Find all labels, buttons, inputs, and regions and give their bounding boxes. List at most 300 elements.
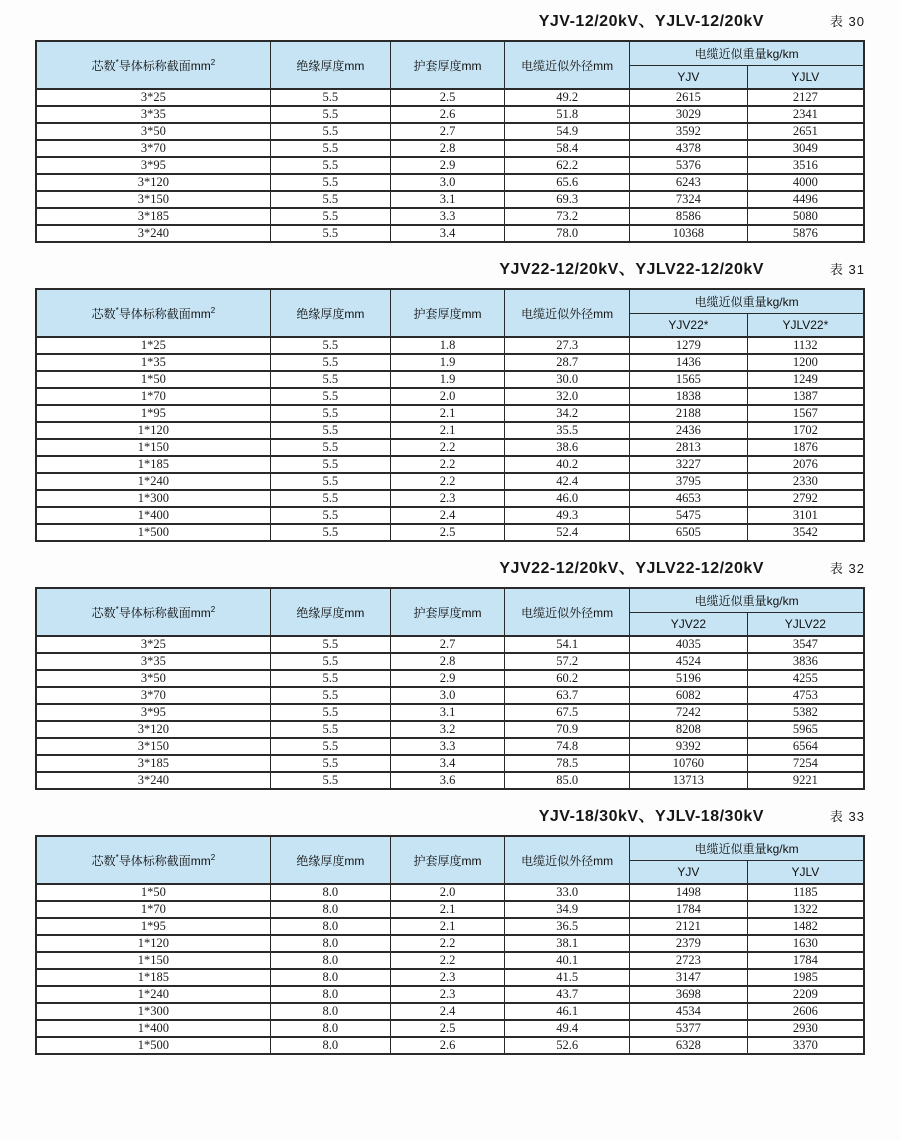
table-cell: 1*300 bbox=[36, 1003, 270, 1020]
table-cell: 9221 bbox=[747, 772, 864, 789]
table-cell: 85.0 bbox=[505, 772, 630, 789]
table-cell: 65.6 bbox=[505, 174, 630, 191]
table-cell: 1*120 bbox=[36, 422, 270, 439]
table-cell: 78.5 bbox=[505, 755, 630, 772]
table-cell: 1*35 bbox=[36, 354, 270, 371]
table-cell: 2188 bbox=[630, 405, 748, 422]
table-cell: 2.9 bbox=[390, 157, 504, 174]
table-cell: 2792 bbox=[747, 490, 864, 507]
table-cell: 2209 bbox=[747, 986, 864, 1003]
table-cell: 1*50 bbox=[36, 371, 270, 388]
table-row bbox=[36, 969, 864, 986]
table-row bbox=[36, 439, 864, 456]
superscript-star: * bbox=[115, 57, 119, 67]
table-heading bbox=[35, 8, 865, 30]
col-header-sheath: 护套厚度mm bbox=[390, 836, 504, 884]
cable-spec-table bbox=[35, 835, 865, 1055]
table-cell: 38.6 bbox=[505, 439, 630, 456]
table-cell: 8.0 bbox=[270, 952, 390, 969]
table-cell: 1*150 bbox=[36, 439, 270, 456]
table-cell: 3.0 bbox=[390, 687, 504, 704]
table-cell: 5.5 bbox=[270, 687, 390, 704]
superscript-star: * bbox=[115, 604, 119, 614]
col-subheader-yjv: YJV bbox=[630, 65, 748, 89]
table-row bbox=[36, 704, 864, 721]
table-row bbox=[36, 140, 864, 157]
table-cell: 49.2 bbox=[505, 89, 630, 106]
table-cell: 2.9 bbox=[390, 670, 504, 687]
table-body bbox=[36, 636, 864, 789]
table-cell: 3836 bbox=[747, 653, 864, 670]
col-header-text: 导体标称截面mm bbox=[118, 58, 211, 73]
table-cell: 5965 bbox=[747, 721, 864, 738]
table-body bbox=[36, 884, 864, 1054]
table-cell: 40.1 bbox=[505, 952, 630, 969]
table-title: YJV22-12/20kV、YJLV22-12/20kV bbox=[499, 261, 764, 278]
table-cell: 1876 bbox=[747, 439, 864, 456]
table-cell: 52.6 bbox=[505, 1037, 630, 1054]
table-cell: 1784 bbox=[630, 901, 748, 918]
table-cell: 2606 bbox=[747, 1003, 864, 1020]
table-cell: 1185 bbox=[747, 884, 864, 901]
table-cell: 1.9 bbox=[390, 354, 504, 371]
table-cell: 58.4 bbox=[505, 140, 630, 157]
table-cell: 5.5 bbox=[270, 473, 390, 490]
col-header-diameter: 电缆近似外径mm bbox=[505, 836, 630, 884]
table-cell: 5.5 bbox=[270, 208, 390, 225]
table-cell: 7254 bbox=[747, 755, 864, 772]
table-cell: 3*35 bbox=[36, 106, 270, 123]
table-cell: 2.8 bbox=[390, 653, 504, 670]
table-cell: 2127 bbox=[747, 89, 864, 106]
table-cell: 2330 bbox=[747, 473, 864, 490]
table-cell: 2.7 bbox=[390, 123, 504, 140]
col-header-text: 芯数 bbox=[91, 58, 116, 73]
table-cell: 1*50 bbox=[36, 884, 270, 901]
table-row bbox=[36, 371, 864, 388]
table-cell: 2341 bbox=[747, 106, 864, 123]
table-cell: 2.5 bbox=[390, 524, 504, 541]
table-cell: 4653 bbox=[630, 490, 748, 507]
table-cell: 10760 bbox=[630, 755, 748, 772]
table-cell: 2.3 bbox=[390, 986, 504, 1003]
cable-spec-table bbox=[35, 288, 865, 542]
table-cell: 1*150 bbox=[36, 952, 270, 969]
table-cell: 3147 bbox=[630, 969, 748, 986]
table-cell: 60.2 bbox=[505, 670, 630, 687]
table-cell: 7324 bbox=[630, 191, 748, 208]
table-heading bbox=[35, 803, 865, 825]
table-cell: 1*70 bbox=[36, 901, 270, 918]
table-cell: 5876 bbox=[747, 225, 864, 242]
table-cell: 1567 bbox=[747, 405, 864, 422]
table-row bbox=[36, 473, 864, 490]
table-row bbox=[36, 354, 864, 371]
table-cell: 8586 bbox=[630, 208, 748, 225]
table-cell: 3*150 bbox=[36, 191, 270, 208]
table-title: YJV-18/30kV、YJLV-18/30kV bbox=[538, 808, 764, 825]
table-cell: 1702 bbox=[747, 422, 864, 439]
table-cell: 3.2 bbox=[390, 721, 504, 738]
table-cell: 2.4 bbox=[390, 1003, 504, 1020]
table-cell: 35.5 bbox=[505, 422, 630, 439]
table-cell: 3.4 bbox=[390, 755, 504, 772]
table-cell: 34.2 bbox=[505, 405, 630, 422]
table-cell: 2651 bbox=[747, 123, 864, 140]
table-row bbox=[36, 721, 864, 738]
table-cell: 5.5 bbox=[270, 507, 390, 524]
col-header-insulation: 绝缘厚度mm bbox=[270, 41, 390, 89]
table-cell: 2.2 bbox=[390, 439, 504, 456]
table-cell: 40.2 bbox=[505, 456, 630, 473]
table-cell: 3*185 bbox=[36, 755, 270, 772]
col-header-core-section bbox=[36, 836, 270, 884]
table-cell: 5.5 bbox=[270, 704, 390, 721]
table-cell: 2.2 bbox=[390, 952, 504, 969]
table-row bbox=[36, 952, 864, 969]
table-cell: 4534 bbox=[630, 1003, 748, 1020]
table-cell: 3698 bbox=[630, 986, 748, 1003]
table-cell: 8.0 bbox=[270, 1003, 390, 1020]
table-row bbox=[36, 1037, 864, 1054]
table-cell: 5.5 bbox=[270, 721, 390, 738]
table-cell: 10368 bbox=[630, 225, 748, 242]
table-cell: 5196 bbox=[630, 670, 748, 687]
table-cell: 1985 bbox=[747, 969, 864, 986]
table-cell: 8.0 bbox=[270, 969, 390, 986]
table-cell: 2.1 bbox=[390, 422, 504, 439]
table-cell: 2121 bbox=[630, 918, 748, 935]
col-header-weight: 电缆近似重量kg/km bbox=[630, 836, 864, 860]
table-cell: 2.2 bbox=[390, 456, 504, 473]
table-cell: 5.5 bbox=[270, 490, 390, 507]
table-cell: 3542 bbox=[747, 524, 864, 541]
table-cell: 74.8 bbox=[505, 738, 630, 755]
table-row bbox=[36, 884, 864, 901]
table-section-33 bbox=[35, 803, 865, 1055]
col-header-sheath: 护套厚度mm bbox=[390, 289, 504, 337]
table-cell: 1*185 bbox=[36, 969, 270, 986]
table-row bbox=[36, 755, 864, 772]
col-header-insulation: 绝缘厚度mm bbox=[270, 588, 390, 636]
table-cell: 4496 bbox=[747, 191, 864, 208]
table-cell: 3049 bbox=[747, 140, 864, 157]
table-cell: 1*120 bbox=[36, 935, 270, 952]
table-cell: 6082 bbox=[630, 687, 748, 704]
table-cell: 6328 bbox=[630, 1037, 748, 1054]
table-cell: 3*70 bbox=[36, 687, 270, 704]
table-cell: 3029 bbox=[630, 106, 748, 123]
table-cell: 5.5 bbox=[270, 670, 390, 687]
table-cell: 5.5 bbox=[270, 174, 390, 191]
table-cell: 3547 bbox=[747, 636, 864, 653]
table-cell: 5.5 bbox=[270, 755, 390, 772]
table-cell: 34.9 bbox=[505, 901, 630, 918]
table-number: 表 32 bbox=[829, 561, 865, 576]
table-cell: 1*500 bbox=[36, 524, 270, 541]
table-cell: 8208 bbox=[630, 721, 748, 738]
table-cell: 5377 bbox=[630, 1020, 748, 1037]
table-header bbox=[36, 588, 864, 636]
table-cell: 3*70 bbox=[36, 140, 270, 157]
table-cell: 67.5 bbox=[505, 704, 630, 721]
table-cell: 3.1 bbox=[390, 704, 504, 721]
table-cell: 2.4 bbox=[390, 507, 504, 524]
table-row bbox=[36, 337, 864, 354]
table-cell: 2.5 bbox=[390, 1020, 504, 1037]
table-cell: 5475 bbox=[630, 507, 748, 524]
table-title: YJV-12/20kV、YJLV-12/20kV bbox=[538, 13, 764, 30]
table-cell: 30.0 bbox=[505, 371, 630, 388]
table-body bbox=[36, 89, 864, 242]
table-number: 表 31 bbox=[829, 262, 865, 277]
col-subheader-yjv: YJV bbox=[630, 860, 748, 884]
col-header-weight: 电缆近似重量kg/km bbox=[630, 41, 864, 65]
table-cell: 46.0 bbox=[505, 490, 630, 507]
col-subheader-yjlv: YJLV bbox=[747, 65, 864, 89]
table-cell: 3370 bbox=[747, 1037, 864, 1054]
table-cell: 5.5 bbox=[270, 354, 390, 371]
table-cell: 6505 bbox=[630, 524, 748, 541]
table-cell: 3*95 bbox=[36, 157, 270, 174]
col-header-core-section bbox=[36, 588, 270, 636]
table-heading bbox=[35, 256, 865, 278]
table-cell: 8.0 bbox=[270, 1037, 390, 1054]
table-cell: 3592 bbox=[630, 123, 748, 140]
table-cell: 1.8 bbox=[390, 337, 504, 354]
table-cell: 3.3 bbox=[390, 738, 504, 755]
table-row bbox=[36, 772, 864, 789]
table-cell: 8.0 bbox=[270, 918, 390, 935]
table-cell: 2.6 bbox=[390, 1037, 504, 1054]
superscript-star: * bbox=[115, 852, 119, 862]
table-cell: 6564 bbox=[747, 738, 864, 755]
table-cell: 2.8 bbox=[390, 140, 504, 157]
table-cell: 5.5 bbox=[270, 388, 390, 405]
superscript-2: 2 bbox=[210, 604, 216, 614]
table-cell: 1*240 bbox=[36, 473, 270, 490]
table-cell: 4753 bbox=[747, 687, 864, 704]
superscript-2: 2 bbox=[210, 852, 216, 862]
table-cell: 6243 bbox=[630, 174, 748, 191]
table-cell: 1132 bbox=[747, 337, 864, 354]
table-cell: 8.0 bbox=[270, 1020, 390, 1037]
table-cell: 3*95 bbox=[36, 704, 270, 721]
table-row bbox=[36, 1003, 864, 1020]
col-header-text: 芯数 bbox=[91, 605, 116, 620]
table-cell: 3.6 bbox=[390, 772, 504, 789]
table-cell: 69.3 bbox=[505, 191, 630, 208]
table-cell: 2723 bbox=[630, 952, 748, 969]
table-cell: 1784 bbox=[747, 952, 864, 969]
table-cell: 1498 bbox=[630, 884, 748, 901]
table-cell: 52.4 bbox=[505, 524, 630, 541]
table-cell: 73.2 bbox=[505, 208, 630, 225]
table-row bbox=[36, 405, 864, 422]
table-cell: 3*120 bbox=[36, 174, 270, 191]
table-cell: 1838 bbox=[630, 388, 748, 405]
table-row bbox=[36, 901, 864, 918]
table-number: 表 33 bbox=[829, 809, 865, 824]
table-row bbox=[36, 670, 864, 687]
col-header-sheath: 护套厚度mm bbox=[390, 41, 504, 89]
superscript-star: * bbox=[115, 305, 119, 315]
col-header-core-section bbox=[36, 289, 270, 337]
table-cell: 2.2 bbox=[390, 935, 504, 952]
table-cell: 3*240 bbox=[36, 225, 270, 242]
table-cell: 2.6 bbox=[390, 106, 504, 123]
table-cell: 1*240 bbox=[36, 986, 270, 1003]
table-cell: 42.4 bbox=[505, 473, 630, 490]
col-subheader-yjv: YJV22* bbox=[630, 313, 748, 337]
table-cell: 54.1 bbox=[505, 636, 630, 653]
cable-spec-table bbox=[35, 40, 865, 243]
table-cell: 3*50 bbox=[36, 123, 270, 140]
cable-spec-table bbox=[35, 587, 865, 790]
table-row bbox=[36, 208, 864, 225]
table-row bbox=[36, 225, 864, 242]
col-header-core-section bbox=[36, 41, 270, 89]
table-cell: 4524 bbox=[630, 653, 748, 670]
table-cell: 5.5 bbox=[270, 337, 390, 354]
table-cell: 38.1 bbox=[505, 935, 630, 952]
table-cell: 2.1 bbox=[390, 405, 504, 422]
table-cell: 27.3 bbox=[505, 337, 630, 354]
table-cell: 5.5 bbox=[270, 140, 390, 157]
superscript-2: 2 bbox=[210, 305, 216, 315]
table-cell: 3*120 bbox=[36, 721, 270, 738]
col-header-weight: 电缆近似重量kg/km bbox=[630, 289, 864, 313]
table-cell: 3*150 bbox=[36, 738, 270, 755]
table-cell: 2379 bbox=[630, 935, 748, 952]
table-cell: 1*70 bbox=[36, 388, 270, 405]
col-header-diameter: 电缆近似外径mm bbox=[505, 588, 630, 636]
table-cell: 2076 bbox=[747, 456, 864, 473]
table-cell: 3.1 bbox=[390, 191, 504, 208]
table-cell: 3*240 bbox=[36, 772, 270, 789]
table-row bbox=[36, 636, 864, 653]
table-cell: 4000 bbox=[747, 174, 864, 191]
table-cell: 5.5 bbox=[270, 123, 390, 140]
table-cell: 2.1 bbox=[390, 901, 504, 918]
table-cell: 5.5 bbox=[270, 653, 390, 670]
table-cell: 5.5 bbox=[270, 636, 390, 653]
table-cell: 5376 bbox=[630, 157, 748, 174]
table-cell: 3.0 bbox=[390, 174, 504, 191]
table-row bbox=[36, 157, 864, 174]
table-cell: 1*185 bbox=[36, 456, 270, 473]
table-header bbox=[36, 41, 864, 89]
table-cell: 2615 bbox=[630, 89, 748, 106]
table-cell: 8.0 bbox=[270, 935, 390, 952]
table-cell: 5.5 bbox=[270, 422, 390, 439]
col-subheader-yjlv: YJLV bbox=[747, 860, 864, 884]
col-header-diameter: 电缆近似外径mm bbox=[505, 41, 630, 89]
table-cell: 3795 bbox=[630, 473, 748, 490]
table-section-30 bbox=[35, 8, 865, 243]
table-cell: 1482 bbox=[747, 918, 864, 935]
table-cell: 5.5 bbox=[270, 524, 390, 541]
table-row bbox=[36, 935, 864, 952]
table-cell: 3*50 bbox=[36, 670, 270, 687]
table-cell: 1*400 bbox=[36, 1020, 270, 1037]
table-cell: 5.5 bbox=[270, 405, 390, 422]
table-cell: 4378 bbox=[630, 140, 748, 157]
table-cell: 8.0 bbox=[270, 986, 390, 1003]
table-cell: 1.9 bbox=[390, 371, 504, 388]
table-cell: 5.5 bbox=[270, 225, 390, 242]
superscript-2: 2 bbox=[210, 57, 216, 67]
table-cell: 3*25 bbox=[36, 89, 270, 106]
table-cell: 5.5 bbox=[270, 106, 390, 123]
table-cell: 1*400 bbox=[36, 507, 270, 524]
table-cell: 8.0 bbox=[270, 901, 390, 918]
table-cell: 43.7 bbox=[505, 986, 630, 1003]
table-cell: 4255 bbox=[747, 670, 864, 687]
table-heading bbox=[35, 555, 865, 577]
table-cell: 1387 bbox=[747, 388, 864, 405]
table-cell: 5382 bbox=[747, 704, 864, 721]
table-cell: 1436 bbox=[630, 354, 748, 371]
table-cell: 33.0 bbox=[505, 884, 630, 901]
table-cell: 5.5 bbox=[270, 371, 390, 388]
table-row bbox=[36, 422, 864, 439]
table-cell: 51.8 bbox=[505, 106, 630, 123]
col-header-text: 导体标称截面mm bbox=[118, 605, 211, 620]
table-cell: 1200 bbox=[747, 354, 864, 371]
table-cell: 2.3 bbox=[390, 490, 504, 507]
table-cell: 9392 bbox=[630, 738, 748, 755]
table-row bbox=[36, 174, 864, 191]
table-cell: 54.9 bbox=[505, 123, 630, 140]
table-cell: 1565 bbox=[630, 371, 748, 388]
table-cell: 3*25 bbox=[36, 636, 270, 653]
table-cell: 3.4 bbox=[390, 225, 504, 242]
table-cell: 3*35 bbox=[36, 653, 270, 670]
table-cell: 1*95 bbox=[36, 405, 270, 422]
table-cell: 2.5 bbox=[390, 89, 504, 106]
table-cell: 57.2 bbox=[505, 653, 630, 670]
table-cell: 49.4 bbox=[505, 1020, 630, 1037]
col-header-text: 芯数 bbox=[91, 853, 116, 868]
table-header bbox=[36, 289, 864, 337]
table-row bbox=[36, 653, 864, 670]
table-cell: 1*95 bbox=[36, 918, 270, 935]
table-cell: 1630 bbox=[747, 935, 864, 952]
table-cell: 46.1 bbox=[505, 1003, 630, 1020]
table-cell: 1*500 bbox=[36, 1037, 270, 1054]
table-row bbox=[36, 986, 864, 1003]
table-row bbox=[36, 918, 864, 935]
table-cell: 4035 bbox=[630, 636, 748, 653]
col-subheader-yjlv: YJLV22* bbox=[747, 313, 864, 337]
table-cell: 1*25 bbox=[36, 337, 270, 354]
table-cell: 5.5 bbox=[270, 439, 390, 456]
table-cell: 36.5 bbox=[505, 918, 630, 935]
table-section-31 bbox=[35, 256, 865, 542]
table-cell: 2930 bbox=[747, 1020, 864, 1037]
table-cell: 13713 bbox=[630, 772, 748, 789]
table-cell: 7242 bbox=[630, 704, 748, 721]
table-row bbox=[36, 456, 864, 473]
table-cell: 3*185 bbox=[36, 208, 270, 225]
table-cell: 1322 bbox=[747, 901, 864, 918]
table-cell: 1249 bbox=[747, 371, 864, 388]
col-subheader-yjlv: YJLV22 bbox=[747, 612, 864, 636]
table-cell: 28.7 bbox=[505, 354, 630, 371]
table-row bbox=[36, 89, 864, 106]
table-cell: 5.5 bbox=[270, 738, 390, 755]
